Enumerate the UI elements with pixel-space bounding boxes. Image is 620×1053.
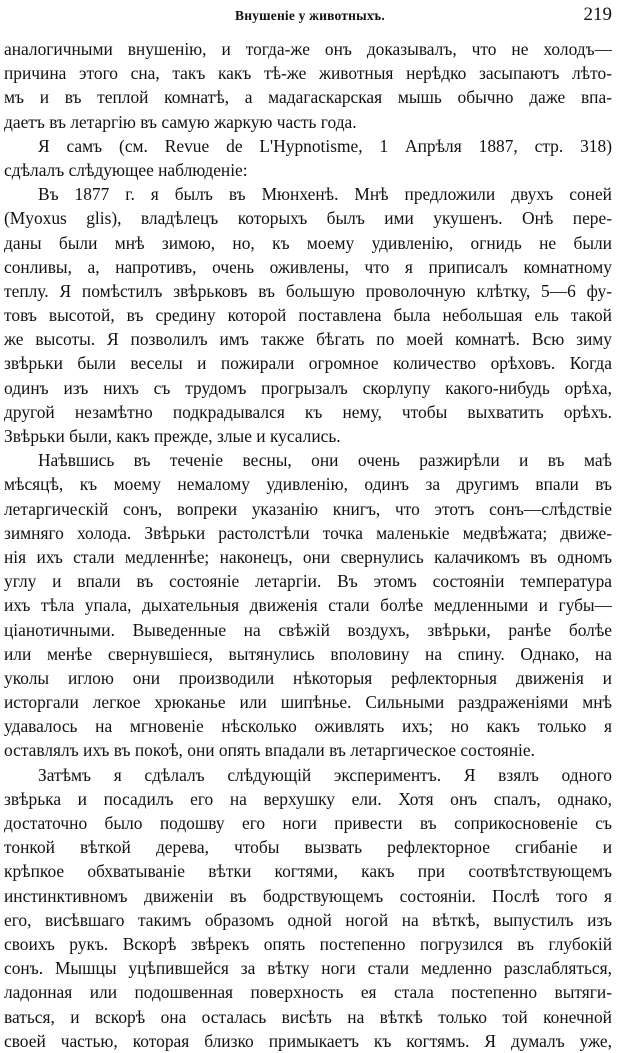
text-line: Затѣмъ я сдѣлалъ слѣдующій экспериментъ. Я взялъ одного	[38, 764, 612, 785]
text-line: зимняго холода. Звѣрьки растолстѣли точка маленькіе медвѣжата; движе-	[4, 522, 612, 543]
text-line: Я самъ (см. Revue de L'Hypnotisme, 1 Апрѣля 1887, стр. 318)	[38, 135, 612, 156]
text-line: же высоты. Я позволилъ имъ также бѣгать по моей комнатѣ. Всю зиму	[4, 329, 612, 350]
text-line: углу и впали въ состояніе летаргіи. Въ этомъ состояніи температура	[4, 571, 612, 592]
text-line: уколы иглою они производили нѣкоторыя рефлекторныя движенія и	[4, 667, 612, 688]
text-line: исторгали легкое хрюканье или шипѣнье. Сильными раздраженіями мнѣ	[4, 692, 612, 713]
text-line: оставлялъ ихъ въ покоѣ, они опять впадали въ летаргическое состояніе.	[4, 740, 535, 761]
text-line: достаточно было подошву его ноги привести въ соприкосновеніе съ	[4, 813, 612, 833]
text-line: одинъ изъ нихъ съ трудомъ прогрызалъ скорлупу какого-нибудь орѣха,	[4, 377, 612, 398]
text-line: ціанотичными. Выведенные на свѣжій воздухъ, звѣрьки, ранѣе болѣе	[4, 619, 612, 640]
text-line: сдѣлалъ слѣдующее наблюденіе:	[4, 159, 248, 180]
running-head: Внушеніе у животныхъ.	[235, 8, 385, 23]
text-line: крѣпкое обхватываніе вѣтки когтями, какъ при соотвѣтствующемъ	[4, 861, 612, 882]
body-text	[4, 37, 612, 1053]
text-line: мъ и въ теплой комнатѣ, а мадагаскарская мышь обычно даже впа-	[4, 87, 612, 108]
text-line: своихъ рукъ. Вскорѣ звѣрекъ опять постепенно погрузился въ глубокій	[4, 933, 612, 954]
text-line: даны были мнѣ зимою, но, къ моему удивленію, огнидь не были	[4, 232, 612, 253]
text-line: сонъ. Мышцы уцѣпившейся за вѣтку ноги стали медленно разслабляться,	[4, 958, 612, 979]
text-line: звѣрька и посадилъ его на верхушку ели. Хотя онъ спалъ, однако,	[4, 788, 612, 809]
text-line: теплу. Я помѣстилъ звѣрьковъ въ большую проволочную клѣтку, 5—6 фу-	[4, 280, 612, 301]
text-line: (Myoxus glis), владѣлецъ которыхъ былъ ими укушенъ. Онѣ пере-	[4, 208, 612, 229]
page-header	[8, 6, 612, 32]
text-line: тонкой вѣткой дерева, чтобы вызвать рефлекторное сгибаніе и	[4, 837, 612, 858]
text-line: удавалось на мгновеніе нѣсколько оживлять ихъ; но какъ только я	[4, 716, 612, 737]
text-line: летаргическій сонъ, вопреки указанію книгъ, что этотъ сонъ—слѣдствіе	[4, 498, 612, 519]
text-line: его, висѣвшаго такимъ образомъ одной ногой на вѣткѣ, выпустилъ изъ	[4, 909, 612, 930]
text-line: звѣрьки были веселы и пожирали огромное количество орѣховъ. Когда	[4, 353, 612, 374]
text-line: мѣсяцѣ, къ моему немалому удивленію, одинъ за другимъ впали въ	[4, 474, 612, 495]
text-line: сонливы, а, напротивъ, очень оживлены, что я приписалъ комнатному	[4, 256, 612, 277]
text-line: товъ высотой, въ средину которой поставлена была небольшая ель такой	[4, 305, 612, 326]
text-line: причина этого сна, такъ какъ тѣ-же животныя нерѣдко засыпаютъ лѣто-	[4, 63, 612, 84]
text-line: нія ихъ стали медленнѣе; наконецъ, они свернулись калачикомъ въ одномъ	[4, 546, 612, 567]
text-line: аналогичными внушенію, и тогда-же онъ доказывалъ, что не холодъ—	[4, 39, 612, 59]
page-number: 219	[583, 4, 612, 25]
text-line: ладонная или подошвенная поверхность ея стала постепенно вытяги-	[4, 982, 612, 1003]
text-line: своей частью, которая близко примыкаетъ къ когтямъ. Я думалъ уже,	[4, 1030, 612, 1051]
text-line: Звѣрьки были, какъ прежде, злые и кусались.	[4, 426, 341, 446]
text-line: другой незамѣтно подкрадывался къ нему, чтобы выхватить орѣхъ.	[4, 401, 612, 422]
text-line: инстинктивномъ движеніи въ бодрствующемъ состояніи. Послѣ того я	[4, 885, 612, 906]
text-line: ихъ тѣла упала, дыхательныя движенія стали болѣе медленными и губы—	[4, 595, 612, 616]
text-line: Въ 1877 г. я былъ въ Мюнхенѣ. Мнѣ предложили двухъ соней	[38, 184, 612, 205]
text-line: или менѣе свернувшіеся, вытянулись вполовину на спину. Однако, на	[4, 643, 612, 664]
text-line: Наѣвшись въ теченіе весны, они очень разжирѣли и въ маѣ	[38, 450, 612, 471]
text-line: даетъ въ летаргію въ самую жаркую часть года.	[4, 111, 357, 132]
text-line: ваться, и вскорѣ она осталась висѣть на вѣткѣ только той конечной	[4, 1006, 612, 1027]
